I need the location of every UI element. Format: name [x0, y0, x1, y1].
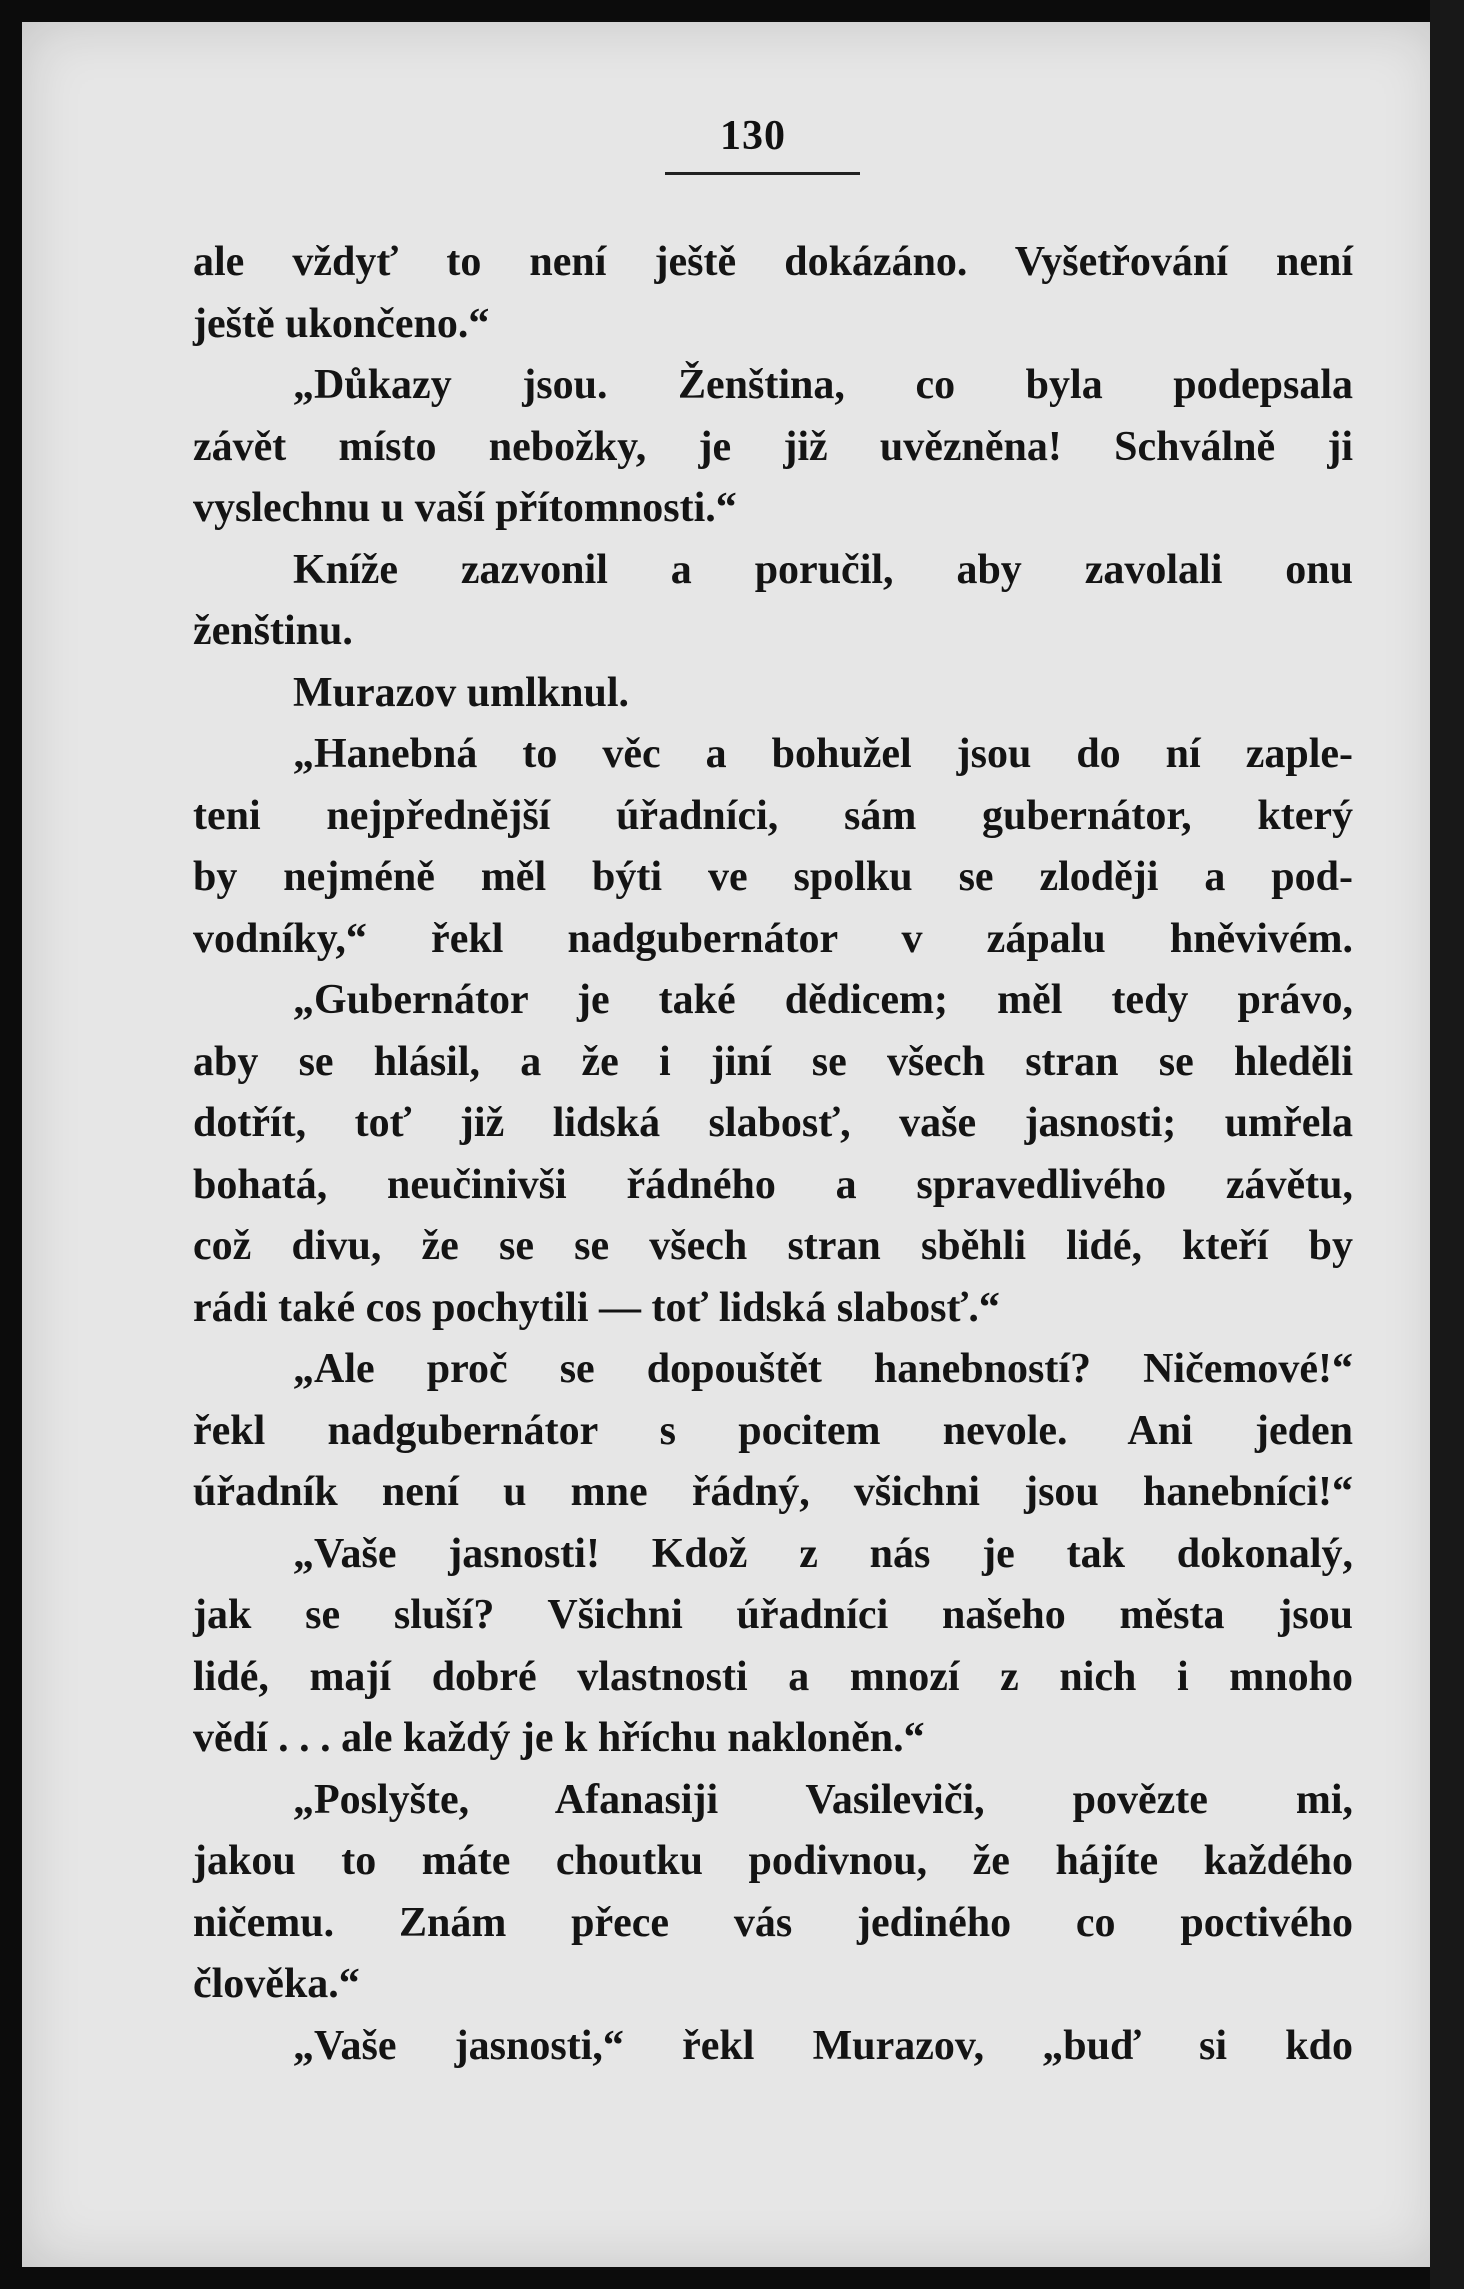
text-line: „Důkazy jsou. Ženština, co byla podepsala: [293, 362, 1353, 408]
text-line: vyslechnu u vaší přítomnosti.“: [193, 485, 737, 531]
text-line: Kníže zazvonil a poručil, aby zavolali onu: [293, 546, 1353, 593]
text-line: ještě ukončeno.“: [193, 300, 490, 347]
text-line: aby se hlásil, a že i jiní se všech stran se hleděli: [193, 1038, 1353, 1085]
text-line: „Ale proč se dopouštět hanebností? Ničemové!“: [293, 1346, 1353, 1392]
text-line: jak se sluší? Všichni úřadníci našeho města jsou: [193, 1592, 1353, 1638]
text-line: ničemu. Znám přece vás jediného co poctivého: [193, 1899, 1353, 1946]
text-line: řekl nadgubernátor s pocitem nevole. Ani jeden: [193, 1407, 1353, 1454]
text-line: bohatá, neučinivši řádného a spravedlivého závětu,: [193, 1161, 1353, 1208]
text-line: což divu, že se se všech stran sběhli lidé, kteří by: [193, 1223, 1353, 1269]
text-line: „Vaše jasnosti! Kdož z nás je tak dokonalý,: [293, 1530, 1353, 1577]
text-line: „Vaše jasnosti,“ řekl Murazov, „buď si kdo: [293, 2022, 1353, 2069]
text-line: „Gubernátor je také dědicem; měl tedy právo,: [293, 977, 1353, 1023]
text-line: ženštinu.: [193, 608, 353, 654]
page-number: 130: [720, 113, 786, 159]
text-line: ale vždyť to není ještě dokázáno. Vyšetřování není: [193, 239, 1353, 285]
scan-edge: [1430, 0, 1464, 2289]
text-line: lidé, mají dobré vlastnosti a mnozí z nich i mnoho: [193, 1653, 1353, 1700]
text-line: závět místo nebožky, je již uvězněna! Schválně ji: [193, 423, 1353, 470]
text-line: by nejméně měl býti ve spolku se zloději a pod-: [193, 854, 1353, 900]
body-text: [193, 232, 1353, 2077]
text-line: Murazov umlknul.: [293, 669, 630, 716]
text-line: jakou to máte choutku podivnou, že hájíte každého: [193, 1838, 1353, 1884]
text-line: „Hanebná to věc a bohužel jsou do ní zaple-: [293, 731, 1353, 777]
text-line: dotřít, toť již lidská slabosť, vaše jasnosti; umřela: [193, 1100, 1353, 1146]
text-line: „Poslyšte, Afanasiji Vasileviči, povězte mi,: [293, 1776, 1353, 1823]
text-line: člověka.“: [193, 1961, 360, 2007]
text-line: rádi také cos pochytili — toť lidská slabosť.“: [193, 1284, 1000, 1331]
text-line: vodníky,“ řekl nadgubernátor v zápalu hněvivém.: [193, 915, 1353, 962]
text-line: teni nejpřednější úřadníci, sám gubernátor, který: [193, 792, 1353, 839]
page-number-rule: [665, 172, 860, 175]
text-line: vědí . . . ale každý je k hříchu nakloněn.“: [193, 1715, 925, 1761]
text-line: úřadník není u mne řádný, všichni jsou hanebníci!“: [193, 1469, 1353, 1515]
